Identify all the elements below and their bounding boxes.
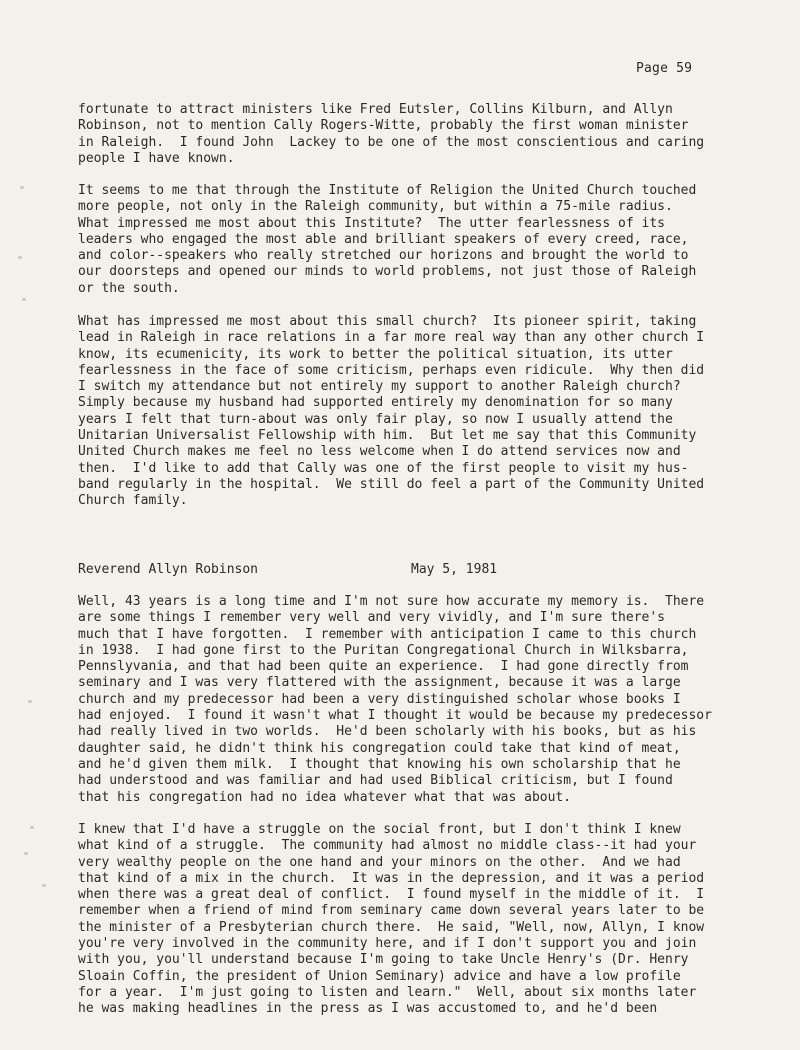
paragraph-3: [78, 314, 758, 510]
margin-speck: [28, 700, 32, 703]
text-line: had understood and was familiar and had used Biblical criticism, but I found: [78, 773, 673, 789]
text-line: with you, you'll understand because I'm going to take Uncle Henry's (Dr. Henry: [78, 952, 689, 968]
text-line: Simply because my husband had supported entirely my denomination for so many: [78, 395, 673, 411]
text-line: more people, not only in the Raleigh community, but within a 75-mile radius.: [78, 199, 673, 215]
margin-speck: [20, 186, 24, 189]
margin-speck: [30, 826, 34, 829]
text-line: had enjoyed. I found it wasn't what I thought it would be because my predecessor: [78, 708, 712, 724]
margin-speck: [18, 256, 22, 259]
paragraph-2: [78, 183, 758, 297]
text-line: what kind of a struggle. The community had almost no middle class--it had your: [78, 838, 697, 854]
text-line: It seems to me that through the Institute of Religion the United Church touched: [78, 183, 697, 198]
text-line: band regularly in the hospital. We still do feel a part of the Community United: [78, 476, 705, 492]
text-line: I knew that I'd have a struggle on the social front, but I don't think I knew: [78, 822, 681, 837]
text-line: Church family.: [78, 493, 188, 509]
text-line: Unitarian Universalist Fellowship with him. But let me say that this Community: [78, 428, 697, 444]
text-line: had really lived in two worlds. He'd been scholarly with his books, but as his: [78, 724, 697, 740]
text-line: or the south.: [78, 280, 180, 296]
text-line: and he'd given them milk. I thought that knowing his own scholarship that he: [78, 756, 681, 772]
interview-byline: [78, 562, 758, 579]
text-line: United Church makes me feel no less welcome when I do attend services now and: [78, 444, 681, 460]
text-line: in Raleigh. I found John Lackey to be one of the most conscientious and caring: [78, 134, 705, 150]
text-line: years I felt that turn-about was only fair play, so now I usually attend the: [78, 411, 673, 427]
text-line: seminary and I was very flattered with the assignment, because it was a large: [78, 675, 681, 691]
text-line: then. I'd like to add that Cally was one of the first people to visit my hus-: [78, 460, 689, 476]
text-line: much that I have forgotten. I remember with anticipation I came to this church: [78, 626, 697, 642]
text-line: our doorsteps and opened our minds to world problems, not just those of Raleigh: [78, 264, 697, 280]
interviewee-name: Reverend Allyn Robinson: [78, 562, 259, 577]
text-line: church and my predecessor had been a very distinguished scholar whose books I: [78, 691, 681, 707]
margin-speck: [42, 884, 46, 887]
text-line: that his congregation had no idea whatever what that was about.: [78, 789, 572, 805]
text-line: Robinson, not to mention Cally Rogers-Witte, probably the first woman minister: [78, 118, 689, 134]
text-line: you're very involved in the community here, and if I don't support you and join: [78, 936, 697, 952]
text-line: I switch my attendance but not entirely my support to another Raleigh church?: [78, 379, 681, 395]
interview-paragraph-1: [78, 594, 758, 806]
text-line: Pennslyvania, and that had been quite an experience. I had gone directly from: [78, 659, 689, 675]
text-line: What impressed me most about this Institute? The utter fearlessness of its: [78, 215, 665, 231]
paragraph-1: [78, 102, 758, 167]
margin-speck: [22, 298, 26, 301]
text-line: leaders who engaged the most able and brilliant speakers of every creed, race,: [78, 231, 689, 247]
text-line: lead in Raleigh in race relations in a far more real way than any other church I: [78, 330, 705, 346]
text-line: fearlessness in the face of some criticism, perhaps even ridicule. Why then did: [78, 362, 705, 378]
text-line: when there was a great deal of conflict. I found myself in the middle of it. I: [78, 887, 705, 903]
text-line: Sloain Coffin, the president of Union Seminary) advice and have a low profile: [78, 968, 681, 984]
interview-date: May 5, 1981: [411, 562, 498, 577]
text-line: the minister of a Presbyterian church there. He said, "Well, now, Allyn, I know: [78, 919, 705, 935]
interview-paragraph-2: [78, 822, 758, 1018]
margin-speck: [24, 852, 28, 855]
text-line: for a year. I'm just going to listen and learn." Well, about six months later: [78, 984, 697, 1000]
page-number: Page 59: [636, 61, 693, 76]
text-line: he was making headlines in the press as I was accustomed to, and he'd been: [78, 1001, 658, 1017]
text-line: know, its ecumenicity, its work to better the political situation, its utter: [78, 346, 673, 362]
text-line: What has impressed me most about this small church? Its pioneer spirit, taking: [78, 314, 697, 329]
text-line: that kind of a mix in the church. It was in the depression, and it was a period: [78, 870, 705, 886]
text-line: Well, 43 years is a long time and I'm not sure how accurate my memory is. There: [78, 594, 705, 609]
text-line: remember when a friend of mind from seminary came down several years later to be: [78, 903, 705, 919]
text-line: are some things I remember very well and very vividly, and I'm sure there's: [78, 610, 665, 626]
text-line: people I have known.: [78, 150, 235, 166]
text-line: and color--speakers who really stretched our horizons and brought the world to: [78, 248, 689, 264]
text-line: in 1938. I had gone first to the Puritan Congregational Church in Wilksbarra,: [78, 642, 689, 658]
text-line: very wealthy people on the one hand and your minors on the other. And we had: [78, 854, 681, 870]
text-line: fortunate to attract ministers like Fred Eutsler, Collins Kilburn, and Allyn: [78, 102, 673, 117]
text-line: daughter said, he didn't think his congregation could take that kind of meat,: [78, 740, 681, 756]
